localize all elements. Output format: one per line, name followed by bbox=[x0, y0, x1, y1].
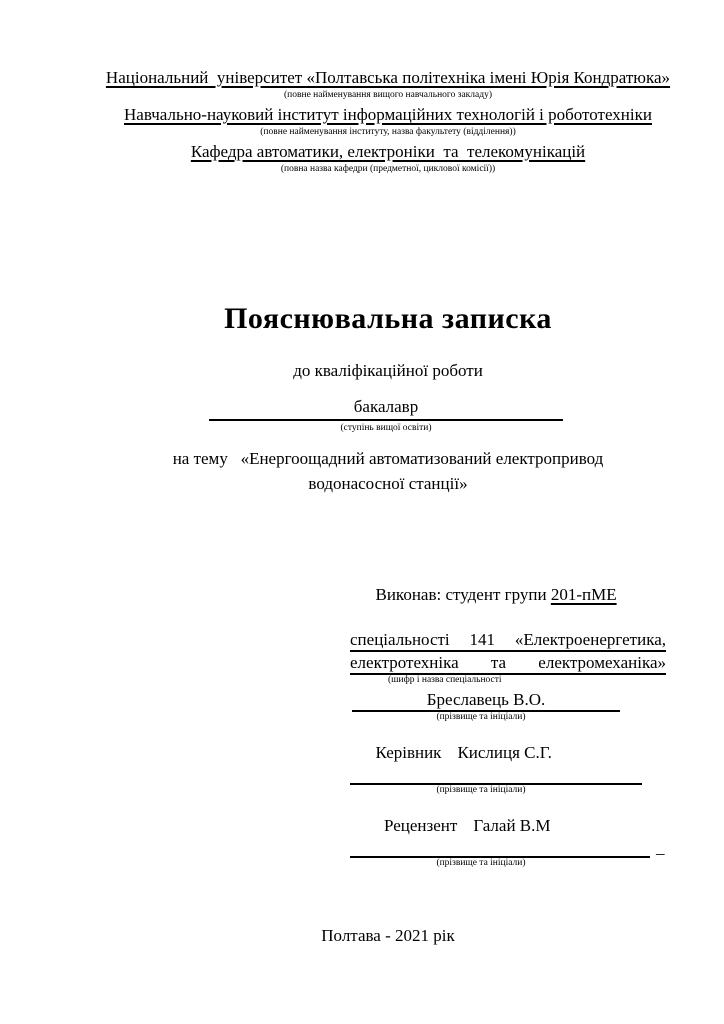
document-subtitle: до кваліфікаційної роботи bbox=[293, 361, 483, 380]
supervisor-note: (прізвище та ініціали) bbox=[436, 785, 526, 795]
department-name-line: Кафедра автоматики, електроніки та телекомунікацій bbox=[190, 142, 586, 161]
supervisor-name: Кислиця С.Г. bbox=[457, 743, 552, 762]
author-signature-line bbox=[352, 690, 620, 712]
executor-block bbox=[350, 560, 666, 869]
degree-note: (ступінь вищої освіти) bbox=[340, 423, 432, 433]
reviewer-row bbox=[350, 796, 666, 858]
department-name-note: (повна назва кафедри (предметної, циклової комісії)) bbox=[280, 164, 496, 174]
executor-prefix: Виконав: студент групи bbox=[375, 585, 551, 604]
degree-line bbox=[209, 396, 563, 421]
header-block bbox=[52, 66, 724, 177]
document-title: Пояснювальна записка bbox=[224, 302, 552, 335]
executor-group: 201-пМЕ bbox=[550, 585, 617, 604]
degree-value: бакалавр bbox=[353, 397, 419, 416]
author-name-note: (прізвище та ініціали) bbox=[436, 712, 526, 722]
executor-line bbox=[350, 560, 666, 629]
reviewer-line bbox=[350, 796, 650, 858]
institute-name-line: Навчально-науковий інститут інформаційних технологій і робототехніки bbox=[124, 105, 652, 124]
reviewer-label: Рецензент bbox=[384, 816, 458, 835]
reviewer-tail-underscore: _ bbox=[656, 838, 665, 857]
specialty-line-1: спеціальності 141 «Електроенергетика, bbox=[350, 629, 666, 652]
author-name: Бреславець В.О. bbox=[426, 690, 546, 709]
specialty-note: (шифр і назва спеціальності bbox=[388, 675, 502, 685]
specialty-line-2: електротехніка та електромеханіка» bbox=[350, 652, 666, 675]
footer-city-year: Полтава - 2021 рік bbox=[321, 926, 455, 945]
supervisor-line bbox=[350, 723, 642, 785]
supervisor-label: Керівник bbox=[375, 743, 442, 762]
university-name-note: (повне найменування вищого навчального закладу) bbox=[284, 90, 492, 100]
topic-block bbox=[52, 446, 724, 496]
topic-line-2: водонасосної станції» bbox=[308, 474, 468, 493]
reviewer-note: (прізвище та ініціали) bbox=[436, 858, 526, 868]
reviewer-name: Галай В.М bbox=[473, 816, 551, 835]
university-name-line: Національний університет «Полтавська політехніка імені Юрія Кондратюка» bbox=[105, 68, 671, 87]
topic-line-1: на тему «Енергоощадний автоматизований електропривод bbox=[172, 449, 604, 468]
institute-name-note: (повне найменування інституту, назва факультету (відділення)) bbox=[260, 127, 516, 137]
